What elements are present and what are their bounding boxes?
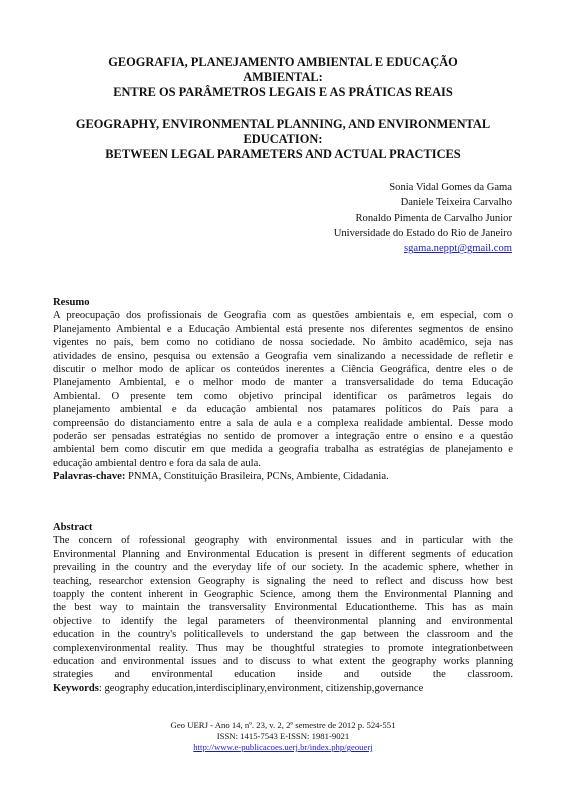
title-en-line: BETWEEN LEGAL PARAMETERS AND ACTUAL PRACTICES [105,147,461,161]
affiliation: Universidade do Estado do Rio de Janeiro [333,227,512,239]
abstract-line: toapply the content inherent in Geographic Science, among them the Environmental Planning and [53,588,513,600]
abstract-heading: Abstract [53,522,93,533]
resumo-line: poderão ser pensadas estratégias no sentido de promover a integração entre o ensino e a questão [53,430,513,442]
resumo-heading: Resumo [53,297,90,308]
title-en-line: EDUCATION: [243,132,323,146]
author-name: Sonia Vidal Gomes da Gama [389,182,512,193]
resumo-line: discutir o melhor modo de aplicar os conteúdos inerentes a Ciência Geográfica, dentre eles o de [53,363,513,375]
keywords-text: PNMA, Constituição Brasileira, PCNs, Ambiente, Cidadania. [125,471,389,483]
abstract-section [53,521,513,695]
resumo-line: planejamento ambiental e da educação ambiental nos patamares políticos do País para a [53,404,513,416]
page-footer [50,720,516,753]
title-en-line: GEOGRAPHY, ENVIRONMENTAL PLANNING, AND ENVIRONMENTAL [75,117,491,131]
abstract-line: education in the country's politicallevels to understand the gap between the classroom and the [53,629,513,641]
issn-line: ISSN: 1415-7543 E-ISSN: 1981-9021 [216,731,350,741]
title-portuguese [50,55,516,100]
resumo-line: Ambiental. O presente tem como objetivo principal identificar os parâmetros legais do [53,390,513,402]
resumo-section [53,296,513,483]
resumo-line: compreensão do distanciamento entre a sala de aula e a complexa realidade ambiental. Desse modo [53,417,513,429]
resumo-line: Planejamento Ambiental, e o melhor modo de manter a transversalidade do tema Educação [53,377,513,389]
journal-url-link[interactable]: http://www.e-publicacoes.uerj.br/index.php/geouerj [193,742,373,752]
author-name: Daniele Teixeira Carvalho [400,197,512,209]
abstract-line: The concern of rofessional geography with environmental issues and in particular with the [53,535,513,547]
resumo-line: atividades de ensino, pesquisa ou extensão a Geografia vem sinalizando a necessidade de refletir e [53,350,513,362]
author-name: Ronaldo Pimenta de Carvalho Junior [355,212,512,224]
resumo-line: A preocupação dos profissionais de Geografia com as questões ambientais e, em especial, com o [53,310,513,322]
abstract-line: teaching, researchor extension Geography is signaling the need to reflect and discuss how best [53,575,513,587]
title-english [50,117,516,162]
abstract-keywords [53,682,513,695]
abstract-line: objective to identify the legal parameters of theenvironmental planning and environmental [53,615,513,627]
author-block [334,180,512,256]
resumo-line: educação ambiental dentro e fora da sala de aula. [53,457,261,469]
title-pt-line: GEOGRAFIA, PLANEJAMENTO AMBIENTAL E EDUCAÇÃO [108,55,458,69]
abstract-line: Environmental Planning and Environmental Education is present in different segments of education [53,548,513,560]
resumo-line: vigentes no país, bem como no cotidiano de nossa sociedade. No âmbito acadêmico, seja nas [53,337,513,349]
keywords-text: : geography education,interdisciplinary,environment, citizenship,governance [98,682,424,694]
journal-citation: Geo UERJ - Ano 14, nº. 23, v. 2, 2º semestre de 2012 p. 524-551 [170,720,396,730]
title-pt-line: AMBIENTAL: [243,70,323,84]
abstract-line: education and environmental issues and to discuss to what extent the geography works planning [53,655,513,667]
abstract-line: the best way to maintain the transversality Environmental Educationtheme. This has as main [53,602,513,614]
abstract-line: strategies and environmental education inside and outside the classroom. [53,669,513,681]
resumo-line: Planejamento Ambiental e a Educação Ambiental está presente nos diferentes segmentos de ensino [53,323,513,335]
keywords-label: Keywords [53,682,99,694]
keywords-label: Palavras-chave: [53,471,126,483]
title-pt-line: ENTRE OS PARÂMETROS LEGAIS E AS PRÁTICAS REAIS [113,85,453,99]
resumo-keywords [53,470,513,483]
abstract-line: prevailing in the country and the everyday life of our society. In the academic sphere, whether in [53,562,513,574]
author-email-link[interactable]: sgama.neppt@gmail.com [403,243,512,255]
abstract-line: complexenvironmental reality. Thus may be thoughtful strategies to promote integrationbetween [53,642,513,654]
resumo-line: ambiental bem como discutir em que medida a geografia trabalha as estratégias de planejamento e [53,444,513,456]
